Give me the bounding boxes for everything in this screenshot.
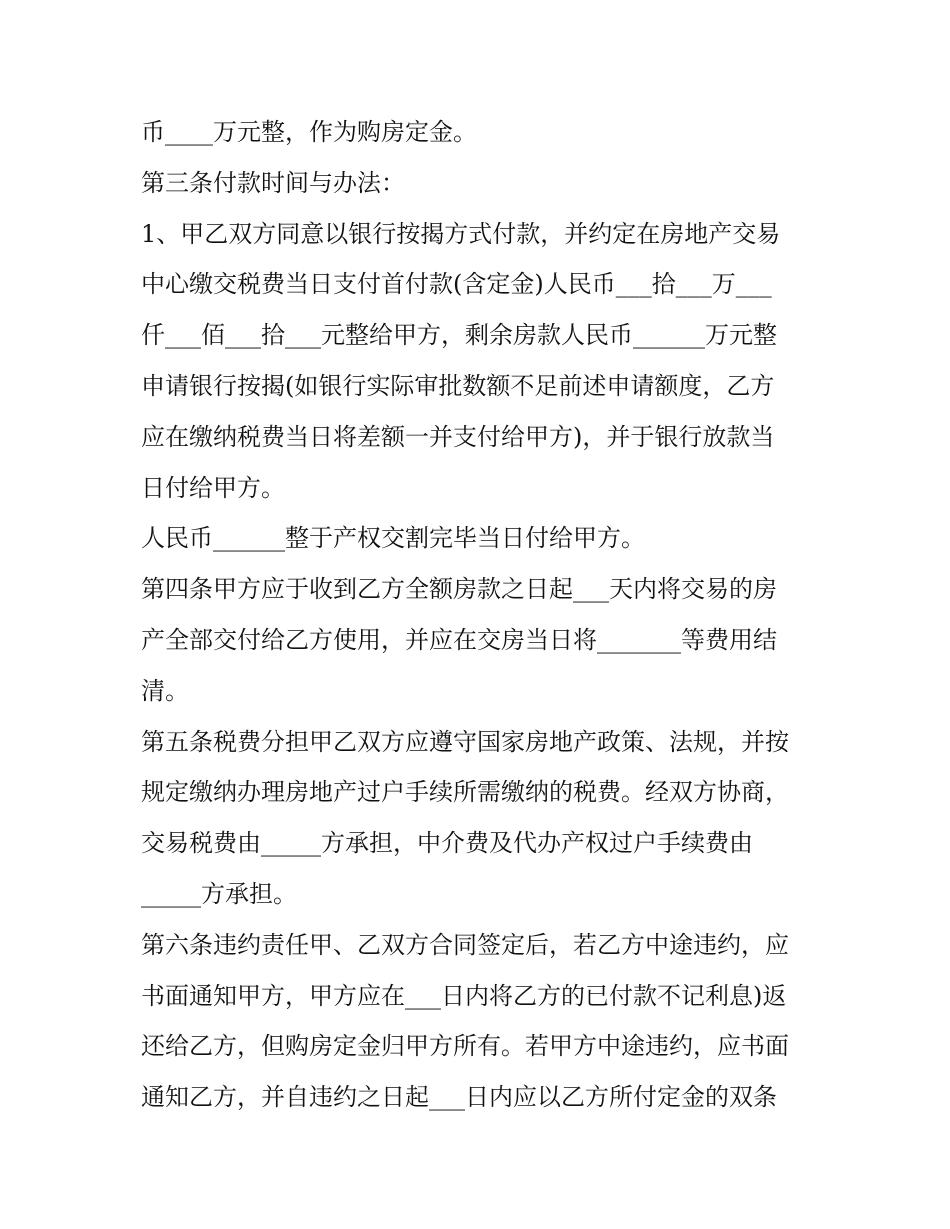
text-line: 日付给甲方。	[141, 473, 285, 502]
text-line: 仟___佰___拾___元整给甲方，剩余房款人民币______万元整	[141, 321, 777, 350]
text-line: 申请银行按揭(如银行实际审批数额不足前述申请额度，乙方	[141, 371, 775, 400]
text-line: 产全部交付给乙方使用，并应在交房当日将_______等费用结	[141, 625, 777, 654]
document-body	[141, 107, 821, 1123]
text-line: 人民币______整于产权交割完毕当日付给甲方。	[141, 524, 645, 553]
text-line: 第四条甲方应于收到乙方全额房款之日起___天内将交易的房	[141, 575, 777, 604]
text-line: 书面通知甲方，甲方应在___日内将乙方的已付款不记利息)返	[141, 981, 787, 1010]
text-line: 中心缴交税费当日支付首付款(含定金)人民币___拾___万___	[141, 270, 772, 299]
text-line: _____方承担。	[141, 879, 297, 908]
text-line: 币____万元整，作为购房定金。	[141, 118, 477, 146]
text-line: 还给乙方，但购房定金归甲方所有。若甲方中途违约，应书面	[141, 1032, 789, 1061]
text-line: 第三条付款时间与办法：	[141, 168, 405, 197]
text-line: 通知乙方，并自违约之日起___日内应以乙方所付定金的双条	[141, 1083, 777, 1112]
text-line: 应在缴纳税费当日将差额一并支付给甲方)，并于银行放款当	[141, 422, 775, 451]
text-line: 第六条违约责任甲、乙双方合同签定后，若乙方中途违约，应	[141, 930, 789, 959]
text-line: 交易税费由_____方承担，中介费及代办产权过户手续费由	[141, 829, 753, 858]
text-line: 规定缴纳办理房地产过户手续所需缴纳的税费。经双方协商，	[141, 778, 789, 807]
text-line: 清。	[141, 676, 189, 705]
text-line: 第五条税费分担甲乙双方应遵守国家房地产政策、法规，并按	[141, 727, 789, 756]
text-line: 1、甲乙双方同意以银行按揭方式付款，并约定在房地产交易	[141, 219, 781, 248]
